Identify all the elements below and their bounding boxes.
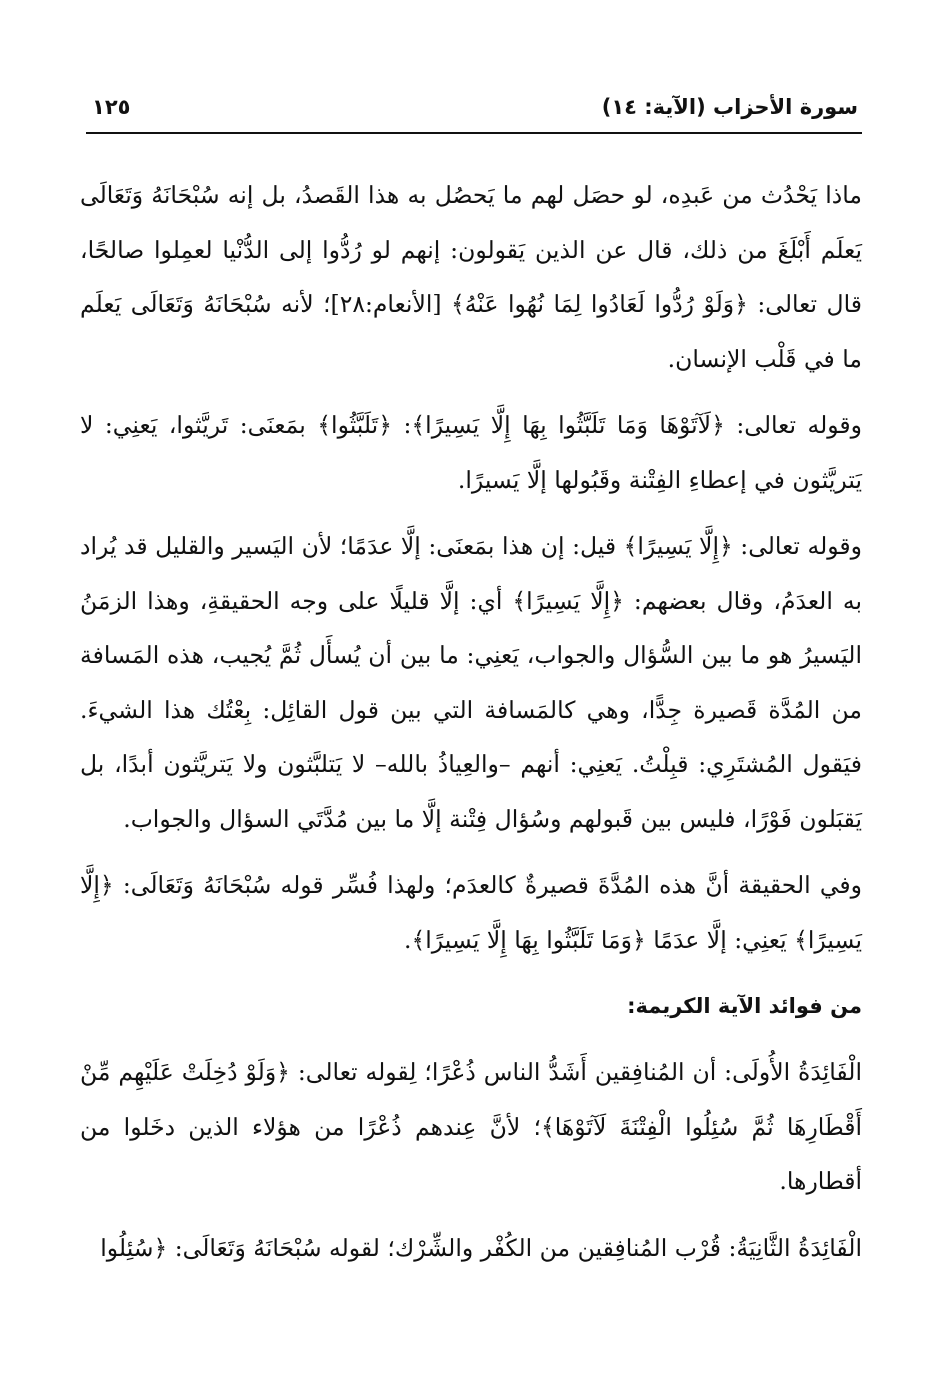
running-title: سورة الأحزاب (الآية: ١٤) bbox=[601, 95, 858, 119]
page-header bbox=[92, 92, 858, 128]
header-divider bbox=[86, 132, 862, 134]
paragraph-2: وقوله تعالى: ﴿لَآتَوْهَا وَمَا تَلَبَّثُوا بِهَا إِلَّا يَسِيرًا﴾: ﴿تَلَبَّثُوا﴾ بمَعنَى: تَريَّثوا، يَعنِي: لا يَتريَّثون في إعطاءِ الفِتْنة وقَبُولها إلَّا يَسيرًا. bbox=[80, 411, 862, 494]
page-body bbox=[80, 168, 862, 1287]
paragraph-3: وقوله تعالى: ﴿إِلَّا يَسِيرًا﴾ قيل: إن هذا بمَعنَى: إلَّا عدَمًا؛ لأن اليَسير والقليل قد يُراد به العدَمُ، وقال بعضهم: ﴿إِلَّا يَسِيرًا﴾ أي: إلَّا قليلًا على وجه الحقيقةِ، وهذا الزمَنُ اليَسيرُ هو ما بين السُّؤال والجواب، يَعنِي: ما بين أن يُسأَل ثُمَّ يُجيب، هذه المَسافة من المُدَّة قَصيرة جِدًّا، وهي كالمَسافة التي بين قول القائِل: بِعْتُك هذا الشيءَ. فيَقول المُشتَرِي: قبِلْتُ. يَعنِي: أنهم –والعِياذُ بالله– لا يَتلبَّثون ولا يَتريَّثون أبدًا، بل يَقبَلون فَوْرًا، فليس بين قَبولهم وسُؤال فِتْنة إلَّا ما بين مُدَّتَي السؤال والجواب. bbox=[80, 532, 862, 833]
paragraph-6: الْفَائِدَةُ الثَّانِيَةُ: قُرْب المُنافِقين من الكُفْر والشِّرْك؛ لقوله سُبْحَانَهُ وَتَعَالَى: ﴿سُئِلُوا bbox=[100, 1233, 862, 1262]
paragraph-1: ماذا يَحْدُث من عَبدِه، لو حصَل لهم ما يَحصُل به هذا القَصدُ، بل إنه سُبْحَانَهُ وَتَعَالَى يَعلَم أَبْلَغَ من ذلك، قال عن الذين يَقولون: إنهم لو رُدُّوا إلى الدُّنْيا لعمِلوا صالحًا، قال تعالى: ﴿وَلَوْ رُدُّوا لَعَادُوا لِمَا نُهُوا عَنْهُ﴾ [الأنعام:٢٨]؛ لأنه سُبْحَانَهُ وَتَعَالَى يَعلَم ما في قَلْب الإنسان. bbox=[80, 181, 862, 373]
paragraph-5: الْفَائِدَةُ الأُولَى: أن المُنافِقين أَشَدُّ الناس ذُعْرًا؛ لِقوله تعالى: ﴿وَلَوْ دُخِلَتْ عَلَيْهِم مِّنْ أَقْطَارِهَا ثُمَّ سُئِلُوا الْفِتْنَةَ لَآتَوْهَا﴾؛ لأنَّ عِندهم ذُعْرًا من هؤلاء الذين دخَلوا من أقطارها. bbox=[80, 1058, 862, 1195]
section-heading: من فوائد الآية الكريمة: bbox=[627, 994, 862, 1018]
paragraph-4: وفي الحقيقة أنَّ هذه المُدَّةَ قصيرةٌ كالعدَم؛ ولهذا فُسِّر قوله سُبْحَانَهُ وَتَعَالَى: ﴿إِلَّا يَسِيرًا﴾ يَعنِي: إلَّا عدَمًا ﴿وَمَا تَلَبَّثُوا بِهَا إِلَّا يَسِيرًا﴾. bbox=[80, 871, 862, 954]
page-number: ١٢٥ bbox=[92, 95, 131, 119]
